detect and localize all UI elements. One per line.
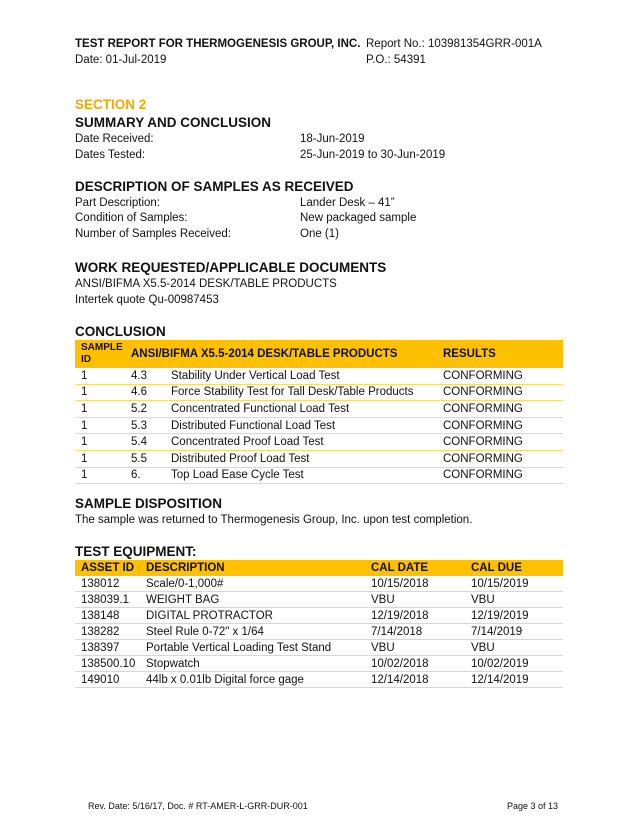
cell-sample-id: 1 [75, 384, 125, 401]
cell-cal-due: 12/14/2019 [465, 672, 563, 688]
sample-count-label: Number of Samples Received: [75, 228, 231, 240]
table-row [75, 656, 563, 672]
po-number: P.O.: 54391 [366, 54, 426, 66]
cell-result: CONFORMING [437, 368, 563, 384]
disposition-text: The sample was returned to Thermogenesis Group, Inc. upon test completion. [75, 514, 473, 526]
col-cal-due: CAL DUE [465, 560, 563, 576]
cell-description: Steel Rule 0-72" x 1/64 [140, 624, 365, 640]
equipment-header-row [75, 560, 563, 576]
disposition-heading: SAMPLE DISPOSITION [75, 496, 223, 511]
cell-sample-id: 1 [75, 401, 125, 418]
table-row [75, 368, 563, 384]
cell-description: Stopwatch [140, 656, 365, 672]
section-title: SUMMARY AND CONCLUSION [75, 115, 272, 130]
cell-cal-date: 12/19/2018 [365, 608, 465, 624]
cell-result: CONFORMING [437, 417, 563, 434]
samples-heading: DESCRIPTION OF SAMPLES AS RECEIVED [75, 179, 354, 194]
cell-cal-due: 12/19/2019 [465, 608, 563, 624]
cell-asset: 138039.1 [75, 592, 140, 608]
table-row [75, 592, 563, 608]
date-received-label: Date Received: [75, 133, 154, 145]
table-row [75, 401, 563, 418]
cell-cal-due: 10/02/2019 [465, 656, 563, 672]
cell-result: CONFORMING [437, 434, 563, 451]
cell-description: 44lb x 0.01lb Digital force gage [140, 672, 365, 688]
cell-asset: 138148 [75, 608, 140, 624]
cell-test: Distributed Functional Load Test [165, 417, 437, 434]
cell-section: 5.2 [125, 401, 165, 418]
cell-asset: 149010 [75, 672, 140, 688]
table-row [75, 672, 563, 688]
cell-sample-id: 1 [75, 450, 125, 467]
cell-cal-due: 7/14/2019 [465, 624, 563, 640]
cell-section: 6. [125, 467, 165, 484]
cell-section: 5.4 [125, 434, 165, 451]
cell-result: CONFORMING [437, 450, 563, 467]
part-description-value: Lander Desk – 41” [300, 197, 395, 209]
sample-count-value: One (1) [300, 228, 339, 240]
cell-test: Distributed Proof Load Test [165, 450, 437, 467]
cell-test: Concentrated Functional Load Test [165, 401, 437, 418]
conclusion-heading: CONCLUSION [75, 324, 166, 339]
table-row [75, 384, 563, 401]
table-row [75, 434, 563, 451]
condition-label: Condition of Samples: [75, 212, 188, 224]
table-row [75, 450, 563, 467]
col-sample-id: SAMPLE ID [75, 340, 125, 368]
table-row [75, 624, 563, 640]
col-results: RESULTS [437, 340, 563, 368]
cell-cal-date: 10/02/2018 [365, 656, 465, 672]
cell-cal-date: 7/14/2018 [365, 624, 465, 640]
cell-cal-date: 12/14/2018 [365, 672, 465, 688]
cell-description: WEIGHT BAG [140, 592, 365, 608]
conclusion-header-row [75, 340, 563, 368]
cell-asset: 138012 [75, 576, 140, 592]
cell-result: CONFORMING [437, 467, 563, 484]
cell-section: 4.6 [125, 384, 165, 401]
cell-description: DIGITAL PROTRACTOR [140, 608, 365, 624]
col-asset-id: ASSET ID [75, 560, 140, 576]
col-cal-date: CAL DATE [365, 560, 465, 576]
report-title: TEST REPORT FOR THERMOGENESIS GROUP, INC. [75, 38, 361, 50]
cell-cal-due: VBU [465, 640, 563, 656]
cell-cal-date: VBU [365, 592, 465, 608]
part-description-label: Part Description: [75, 197, 161, 209]
cell-asset: 138500.10 [75, 656, 140, 672]
cell-test: Top Load Ease Cycle Test [165, 467, 437, 484]
date-received-value: 18-Jun-2019 [300, 133, 365, 145]
cell-cal-due: 10/15/2019 [465, 576, 563, 592]
cell-asset: 138397 [75, 640, 140, 656]
cell-cal-due: VBU [465, 592, 563, 608]
table-row [75, 608, 563, 624]
table-row [75, 417, 563, 434]
cell-description: Scale/0-1,000# [140, 576, 365, 592]
report-number: Report No.: 103981354GRR-001A [366, 38, 542, 50]
cell-section: 5.3 [125, 417, 165, 434]
col-standard: ANSI/BIFMA X5.5-2014 DESK/TABLE PRODUCTS [125, 340, 437, 368]
cell-sample-id: 1 [75, 417, 125, 434]
report-date: Date: 01-Jul-2019 [75, 54, 167, 66]
cell-section: 4.3 [125, 368, 165, 384]
cell-result: CONFORMING [437, 384, 563, 401]
table-row [75, 576, 563, 592]
cell-test: Concentrated Proof Load Test [165, 434, 437, 451]
equipment-table [75, 560, 563, 688]
cell-sample-id: 1 [75, 368, 125, 384]
table-row [75, 467, 563, 484]
col-description: DESCRIPTION [140, 560, 365, 576]
cell-test: Force Stability Test for Tall Desk/Table Products [165, 384, 437, 401]
footer-revision: Rev. Date: 5/16/17, Doc. # RT-AMER-L-GRR-DUR-001 [88, 801, 308, 811]
cell-description: Portable Vertical Loading Test Stand [140, 640, 365, 656]
condition-value: New packaged sample [300, 212, 417, 224]
dates-tested-label: Dates Tested: [75, 149, 146, 161]
section-number: SECTION 2 [75, 97, 147, 112]
cell-sample-id: 1 [75, 434, 125, 451]
cell-section: 5.5 [125, 450, 165, 467]
equipment-heading: TEST EQUIPMENT: [75, 544, 197, 559]
cell-cal-date: 10/15/2018 [365, 576, 465, 592]
cell-test: Stability Under Vertical Load Test [165, 368, 437, 384]
dates-tested-value: 25-Jun-2019 to 30-Jun-2019 [300, 149, 446, 161]
cell-result: CONFORMING [437, 401, 563, 418]
work-quote: Intertek quote Qu-00987453 [75, 294, 219, 306]
cell-asset: 138282 [75, 624, 140, 640]
table-row [75, 640, 563, 656]
conclusion-table [75, 340, 563, 484]
work-standard: ANSI/BIFMA X5.5-2014 DESK/TABLE PRODUCTS [75, 278, 337, 290]
cell-sample-id: 1 [75, 467, 125, 484]
work-heading: WORK REQUESTED/APPLICABLE DOCUMENTS [75, 260, 387, 275]
footer-page-number: Page 3 of 13 [507, 801, 559, 811]
cell-cal-date: VBU [365, 640, 465, 656]
